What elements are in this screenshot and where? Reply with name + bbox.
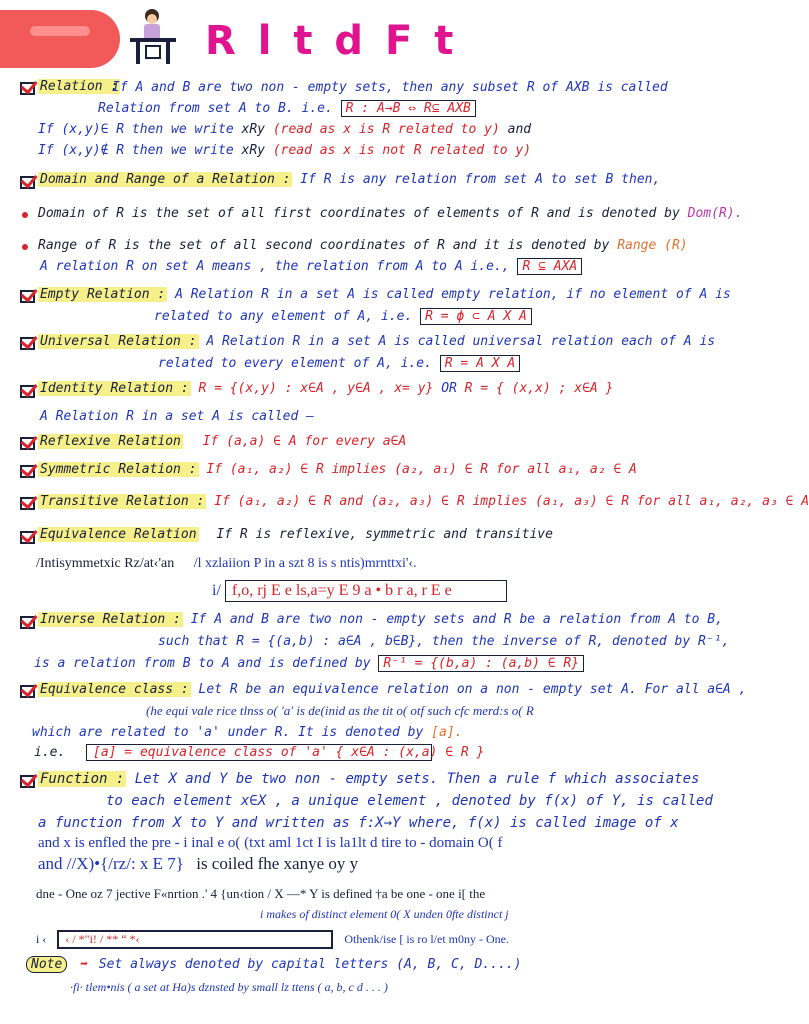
reflexive-relation: Reflexive Relation If (a,a) ∈ A for every a∈A bbox=[40, 434, 407, 449]
relation-text-1: If A and B are two non - empty sets, then any subset R of AXB is called bbox=[112, 80, 668, 95]
check-icon bbox=[20, 437, 35, 450]
universal-relation-2: related to every element of A, i.e. R = A X A bbox=[158, 356, 520, 371]
check-icon bbox=[20, 465, 35, 478]
desk-illustration bbox=[128, 6, 178, 66]
universal-relation: Universal Relation : A Relation R in a set A is called universal relation each of A is bbox=[40, 334, 716, 349]
antisymmetric-box: f,o, rj E e ls,a=y E 9 a • b r a, r E e bbox=[225, 580, 507, 602]
function-def-4: and x is enfled the pre - i inal e o( (txt aml 1ct I is la1lt d tire to - domain O( f bbox=[38, 835, 503, 851]
note-line-2: ·fi· tlem•nis ( a set at Ha)s dznsted by small lz ttens ( a, b, c d . . . ) bbox=[70, 980, 388, 994]
check-icon bbox=[20, 290, 35, 303]
check-icon bbox=[20, 775, 35, 788]
equivalence-class-3: which are related to 'a' under R. It is denoted by [a]. bbox=[32, 725, 463, 740]
identity-relation: Identity Relation : R = {(x,y) : x∈A , y∈A , x= y} OR R = { (x,x) ; x∈A } bbox=[40, 381, 614, 396]
check-icon bbox=[20, 176, 35, 189]
function-def-5: and //X)•{/rz/: x E 7} is coiled fhe xanye oy y bbox=[38, 854, 359, 873]
header-banner bbox=[0, 10, 120, 68]
range-bullet: Range of R is the set of all second coordinates of R and it is denoted by Range (R) bbox=[38, 238, 688, 253]
equivalence-class-2: (he equi vale rice tlnss o( 'a' is de(inid as the tit o( otf such cfc merd:s o( R bbox=[146, 703, 534, 718]
relation-label: Relation : bbox=[40, 79, 119, 94]
inverse-relation-3: is a relation from B to A and is defined by R⁻¹ = {(b,a) : (a,b) ∈ R} bbox=[34, 656, 584, 671]
check-icon bbox=[20, 82, 35, 95]
page-title: R l t d F t bbox=[205, 18, 458, 64]
inverse-relation-2: such that R = {(a,b) : a∈A , b∈B}, then the inverse of R, denoted by R⁻¹, bbox=[158, 634, 730, 649]
transitive-relation: Transitive Relation : If (a₁, a₂) ∈ R and (a₂, a₃) ∈ R implies (a₁, a₃) ∈ R for all a₁, a₂, a₃ ∈ A bbox=[40, 494, 809, 509]
domain-bullet: Domain of R is the set of all first coordinates of elements of R and is denoted by Dom(R). bbox=[38, 206, 743, 221]
one-one-line1: dne - One oz 7 jective F«nrtion .' 4 {un‹tion / X —* Y is defined †a be one - one i[ the bbox=[36, 886, 486, 901]
relation-box: R : A→B ⇔ R⊆ AXB bbox=[341, 100, 476, 117]
domain-range-label: Domain and Range of a Relation : If R is any relation from set A to set B then, bbox=[40, 172, 661, 187]
empty-relation: Empty Relation : A Relation R in a set A is called empty relation, if no element of A is bbox=[40, 287, 731, 302]
antisymmetric-line: /Intisymmetxic Rz/at‹'an /l xzlaiion P in a szt 8 is s ntis)mrnttxi'‹. bbox=[36, 556, 417, 571]
header-banner-stripe bbox=[30, 26, 90, 36]
check-icon bbox=[20, 385, 35, 398]
note-line: Note ➡ Set always denoted by capital letters (A, B, C, D....) bbox=[26, 957, 521, 972]
arrow-right-icon: ➡ bbox=[79, 957, 87, 972]
equivalence-class-4: i.e. bbox=[34, 745, 66, 760]
function-def: Function : Let X and Y be two non - empty sets. Then a rule f which associates bbox=[40, 771, 700, 787]
one-one-line3: i ‹ ‹ / *"i! / ** “ *‹ Othenk/ise [ is ro l/et m0ny - One. bbox=[36, 930, 509, 949]
bullet-icon bbox=[22, 212, 28, 218]
function-def-3: a function from X to Y and written as f:X→Y where, f(x) is called image of x bbox=[38, 815, 679, 831]
relation-text-3: If (x,y)∈ R then we write xRy (read as x is R related to y) and bbox=[38, 122, 532, 137]
one-one-box: ‹ / *"i! / ** “ *‹ bbox=[57, 930, 333, 949]
check-icon bbox=[20, 337, 35, 350]
note-label: Note bbox=[26, 956, 67, 973]
bullet-icon bbox=[22, 244, 28, 250]
equivalence-relation: Equivalence Relation If R is reflexive, symmetric and transitive bbox=[40, 527, 553, 542]
called-line: A Relation R in a set A is called – bbox=[40, 409, 314, 424]
relation-text-4: If (x,y)∉ R then we write xRy (read as x is not R related to y) bbox=[38, 143, 532, 158]
relation-text-2: Relation from set A to B. i.e. R : A→B ⇔ R⊆ AXB bbox=[98, 101, 476, 116]
equivalence-class: Equivalence class : Let R be an equivalence relation on a non - empty set A. For all a∈A , bbox=[40, 682, 747, 697]
equivalence-class-box: [a] = equivalence class of 'a' { x∈A : (x,a) ∈ R } bbox=[86, 744, 432, 761]
domain-range-line3: A relation R on set A means , the relation from A to A i.e., R ⊆ AXA bbox=[40, 259, 582, 274]
antisymmetric-def: i/ f,o, rj E e ls,a=y E 9 a • b r a, r E e bbox=[212, 580, 507, 602]
check-icon bbox=[20, 616, 35, 629]
check-icon bbox=[20, 497, 35, 510]
one-one-line2: i makes of distinct element 0( X unden 0fte distinct j bbox=[260, 907, 509, 921]
check-icon bbox=[20, 531, 35, 544]
empty-relation-2: related to any element of A, i.e. R = ϕ ⊂ A X A bbox=[154, 309, 532, 324]
function-def-2: to each element x∈X , a unique element , denoted by f(x) of Y, is called bbox=[106, 793, 713, 809]
inverse-relation: Inverse Relation : If A and B are two non - empty sets and R be a relation from A to B, bbox=[40, 612, 723, 627]
check-icon bbox=[20, 685, 35, 698]
symmetric-relation: Symmetric Relation : If (a₁, a₂) ∈ R implies (a₂, a₁) ∈ R for all a₁, a₂ ∈ A bbox=[40, 462, 637, 477]
